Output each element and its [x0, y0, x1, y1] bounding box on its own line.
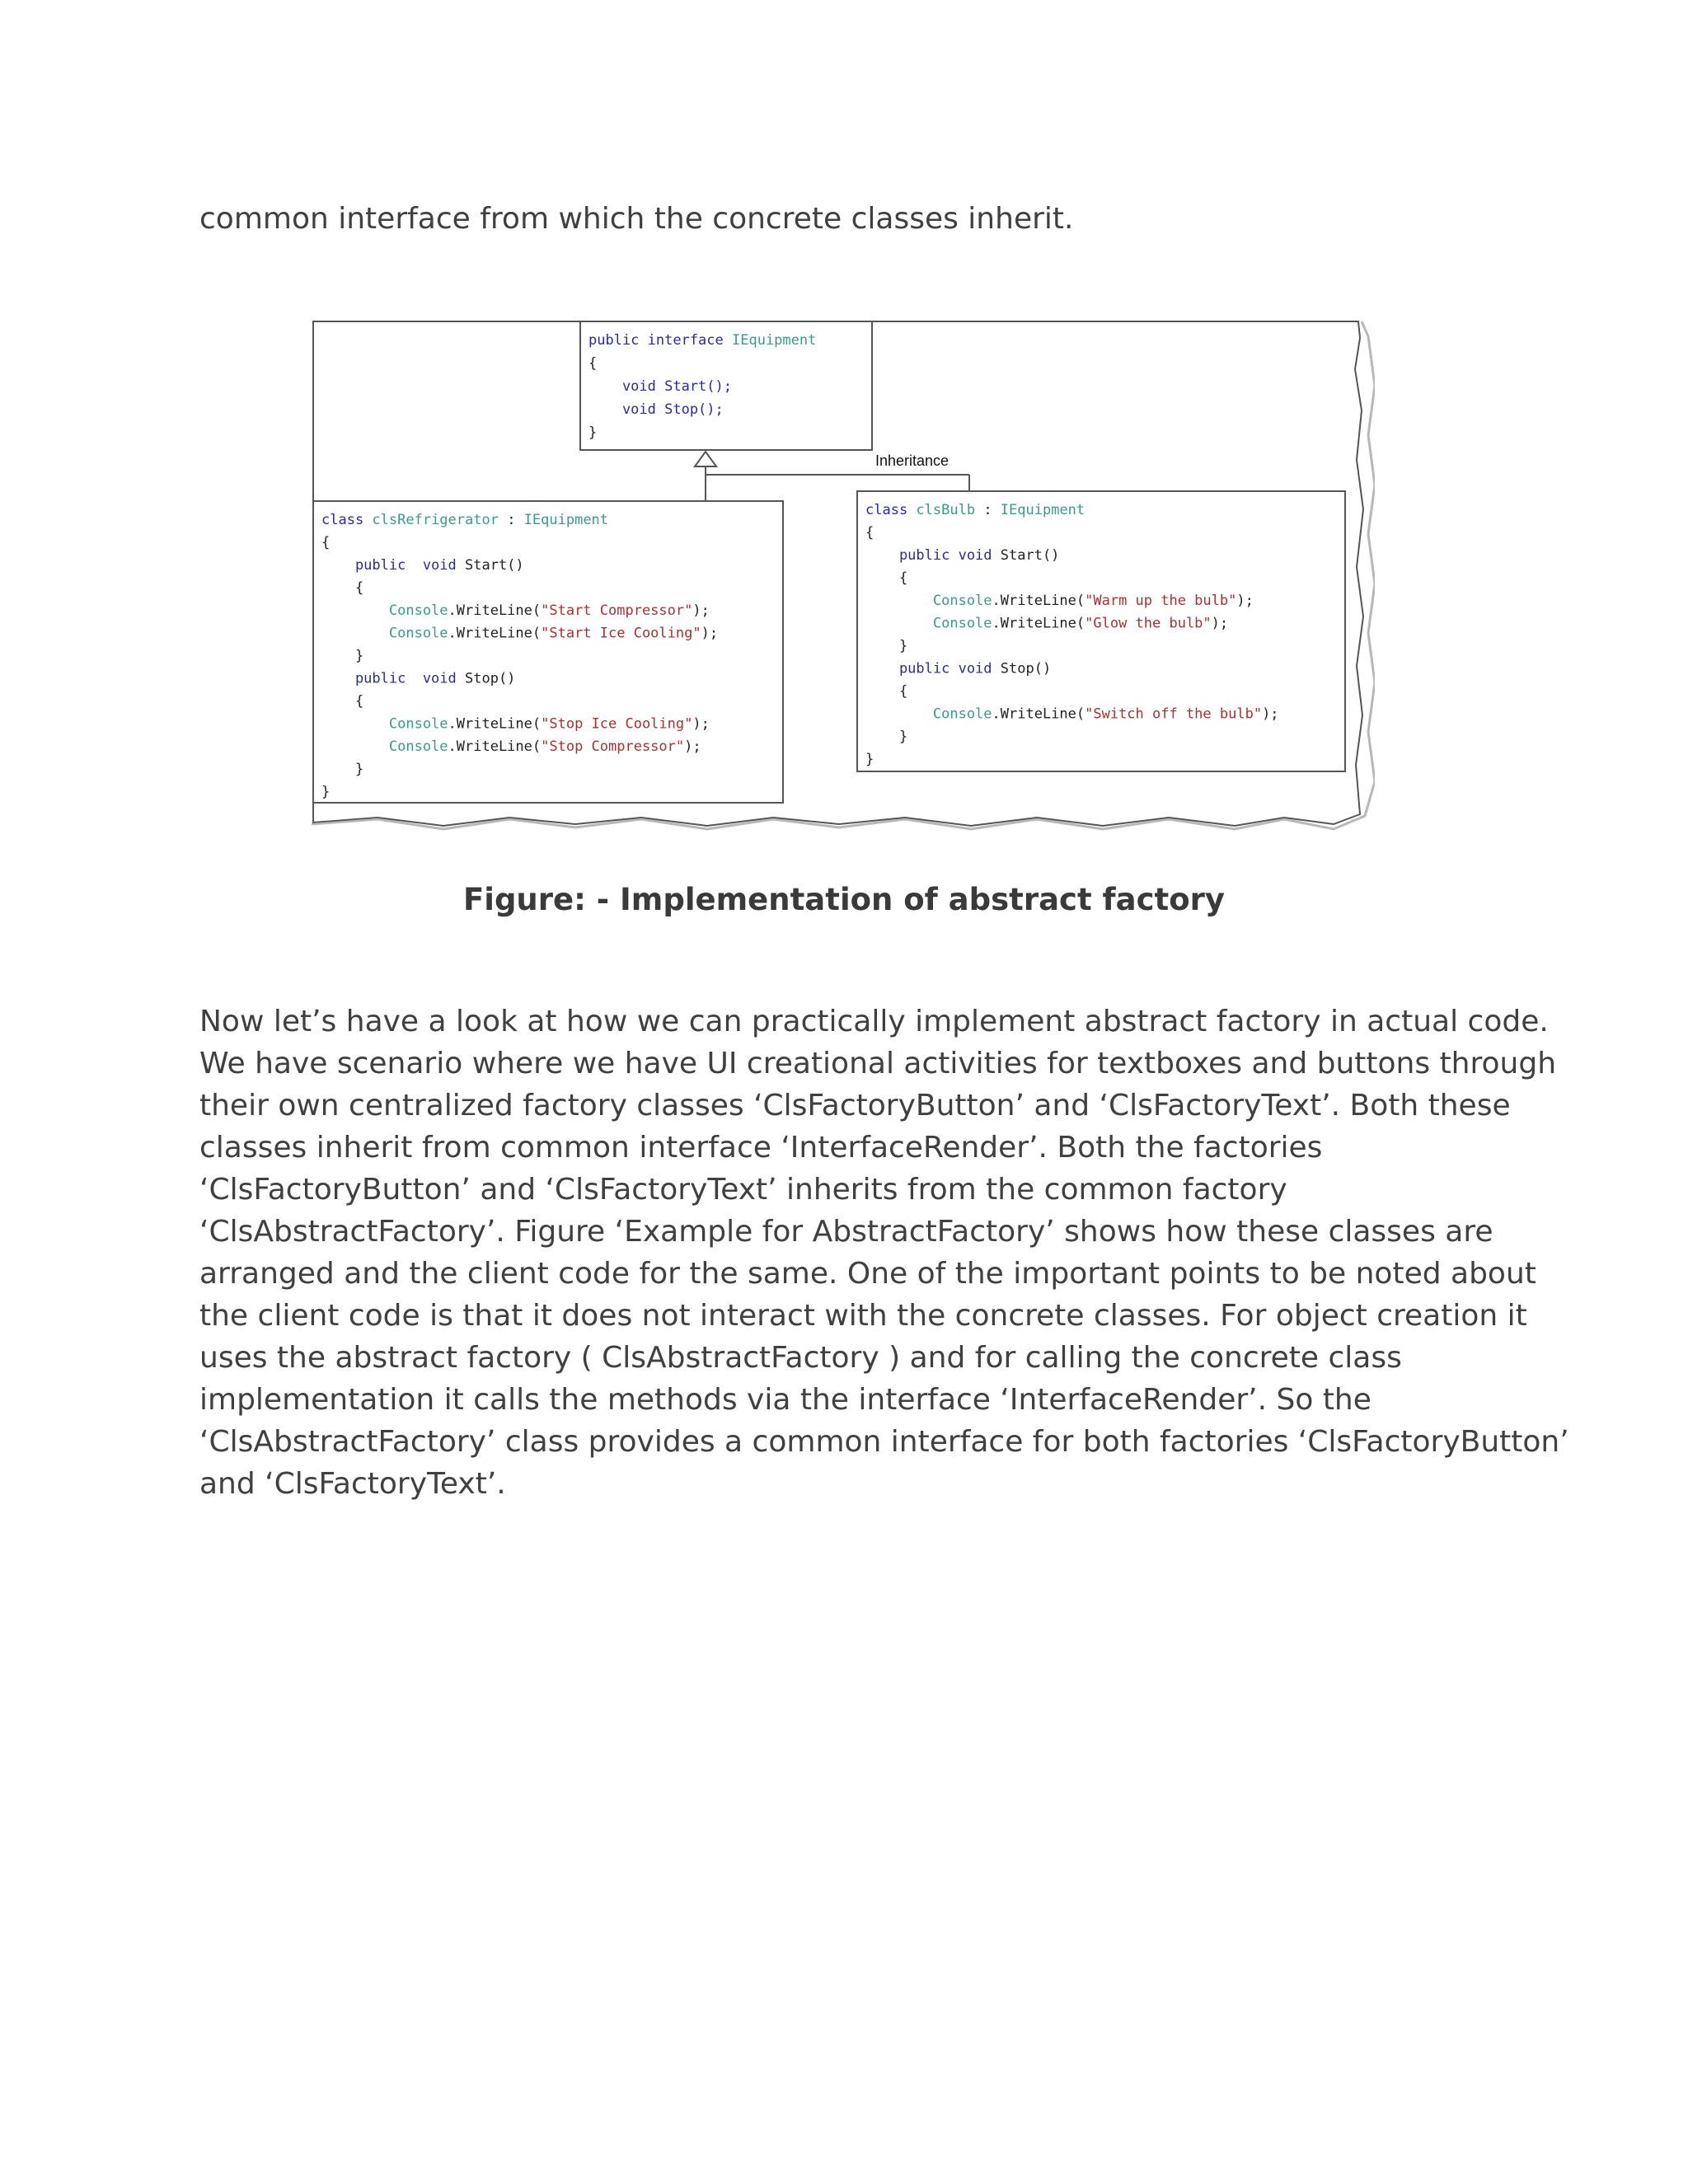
code-line	[321, 512, 608, 528]
code-token: .WriteLine(	[992, 615, 1085, 632]
code-token: }	[588, 424, 598, 441]
code-token: .WriteLine(	[448, 625, 542, 642]
code-line	[321, 535, 330, 551]
code-token: );	[684, 738, 701, 755]
code-token: public void	[321, 557, 465, 574]
code-token: Start()	[465, 557, 524, 574]
inheritance-label: Inheritance	[875, 452, 950, 469]
code-token: {	[321, 534, 331, 551]
code-token: {	[865, 524, 874, 541]
code-token: "Start Compressor"	[541, 602, 693, 619]
code-token: class	[865, 502, 917, 518]
code-token: );	[1211, 615, 1229, 632]
code-token: void Stop();	[588, 401, 724, 418]
code-line	[321, 580, 363, 597]
code-line	[321, 671, 515, 687]
paragraph-line: We have scenario where we have UI creational activities for textboxes and buttons through	[199, 1047, 1557, 1080]
code-token: public void	[865, 660, 1001, 677]
code-token: {	[321, 693, 364, 710]
code-line	[865, 683, 907, 700]
code-line	[865, 752, 874, 768]
code-line	[865, 661, 1051, 677]
code-line	[588, 378, 732, 395]
code-token: .WriteLine(	[992, 705, 1085, 723]
code-token: Console	[321, 602, 448, 619]
code-token: Console	[865, 615, 992, 632]
code-line	[865, 729, 907, 745]
uml-diagram	[312, 320, 1375, 834]
code-line	[865, 570, 907, 587]
intro-text: common interface from which the concrete classes inherit.	[199, 202, 1074, 236]
code-token: .WriteLine(	[992, 593, 1085, 609]
code-line	[865, 638, 907, 654]
code-token: clsBulb	[916, 502, 976, 518]
code-token: "Switch off the bulb"	[1085, 705, 1263, 723]
paragraph-line: and ‘ClsFactoryText’.	[199, 1467, 506, 1501]
code-token: .WriteLine(	[448, 738, 542, 755]
code-token: }	[321, 648, 364, 664]
code-token: :	[498, 512, 524, 528]
code-token: .WriteLine(	[448, 715, 542, 733]
code-line	[321, 693, 363, 710]
code-token: }	[321, 761, 364, 778]
code-token: "Glow the bulb"	[1085, 615, 1212, 632]
abstract-factory-figure	[312, 320, 1375, 834]
code-token: "Stop Compressor"	[541, 738, 685, 755]
code-token: "Warm up the bulb"	[1085, 593, 1237, 609]
code-line	[588, 401, 724, 418]
code-token: );	[692, 715, 710, 733]
code-token: .WriteLine(	[448, 602, 542, 619]
code-token: IEquipment	[732, 332, 817, 349]
paragraph-line: the client code is that it does not interact with the concrete classes. For object creation it	[199, 1299, 1527, 1333]
code-line	[321, 602, 710, 619]
code-token: Console	[321, 625, 448, 642]
code-token: );	[1262, 705, 1279, 723]
code-line	[321, 762, 363, 778]
code-token: "Start Ice Cooling"	[541, 625, 701, 642]
code-token: {	[865, 569, 908, 587]
code-token: Start()	[1000, 547, 1060, 564]
code-token: {	[588, 355, 598, 372]
code-token: }	[865, 638, 908, 654]
code-token: Stop()	[1000, 660, 1052, 677]
body-paragraph	[199, 1001, 1569, 1505]
code-token: Console	[865, 705, 992, 723]
code-line	[865, 593, 1254, 609]
paragraph-line: arranged and the client code for the same. One of the important points to be noted about	[199, 1257, 1536, 1291]
code-line	[321, 557, 524, 574]
code-line	[588, 332, 816, 349]
code-token: }	[865, 729, 908, 745]
paragraph-line: implementation it calls the methods via the interface ‘InterfaceRender’. So the	[199, 1383, 1372, 1417]
code-token: {	[865, 683, 908, 700]
code-line	[865, 547, 1059, 564]
code-line	[321, 738, 701, 755]
paragraph-line: uses the abstract factory ( ClsAbstractFactory ) and for calling the concrete class	[199, 1341, 1402, 1375]
code-token: void Start();	[588, 378, 732, 395]
code-line	[321, 784, 330, 800]
code-token: }	[321, 784, 331, 800]
code-line	[865, 525, 874, 541]
code-token: );	[1236, 593, 1254, 609]
code-line	[321, 648, 363, 664]
code-token: class	[321, 512, 373, 528]
code-token: Console	[321, 738, 448, 755]
code-token: Stop()	[465, 670, 516, 687]
code-token: Console	[321, 715, 448, 733]
paragraph-line: ‘ClsAbstractFactory’. Figure ‘Example for AbstractFactory’ shows how these classes are	[199, 1215, 1493, 1249]
code-token: :	[975, 502, 1001, 518]
paragraph-line: classes inherit from common interface ‘InterfaceRender’. Both the factories	[199, 1131, 1323, 1165]
code-token: IEquipment	[1000, 502, 1085, 518]
code-token: );	[701, 625, 719, 642]
code-line	[865, 502, 1085, 518]
code-token: public void	[865, 547, 1001, 564]
code-line	[588, 355, 597, 372]
paragraph-line: ‘ClsFactoryButton’ and ‘ClsFactoryText’ inherits from the common factory	[199, 1173, 1287, 1207]
code-token: "Stop Ice Cooling"	[541, 715, 693, 733]
code-token: );	[692, 602, 710, 619]
code-line	[321, 716, 710, 733]
paragraph-line: their own centralized factory classes ‘ClsFactoryButton’ and ‘ClsFactoryText’. Both these	[199, 1089, 1511, 1122]
paragraph-line: Now let’s have a look at how we can practically implement abstract factory in actual code.	[199, 1005, 1549, 1038]
code-token: IEquipment	[523, 512, 609, 528]
code-token: {	[321, 579, 364, 597]
code-line	[865, 706, 1279, 723]
figure-caption: Figure: - Implementation of abstract factory	[462, 882, 1226, 917]
code-token: clsRefrigerator	[372, 512, 499, 528]
refrigerator-box	[313, 501, 783, 803]
code-token: }	[865, 751, 874, 768]
code-token: public void	[321, 670, 465, 687]
code-token: Console	[865, 593, 992, 609]
code-token: public interface	[588, 332, 732, 349]
paragraph-line: ‘ClsAbstractFactory’ class provides a common interface for both factories ‘ClsFactoryButton’	[199, 1425, 1569, 1459]
code-line	[865, 616, 1228, 632]
code-line	[588, 424, 597, 441]
code-line	[321, 626, 718, 642]
